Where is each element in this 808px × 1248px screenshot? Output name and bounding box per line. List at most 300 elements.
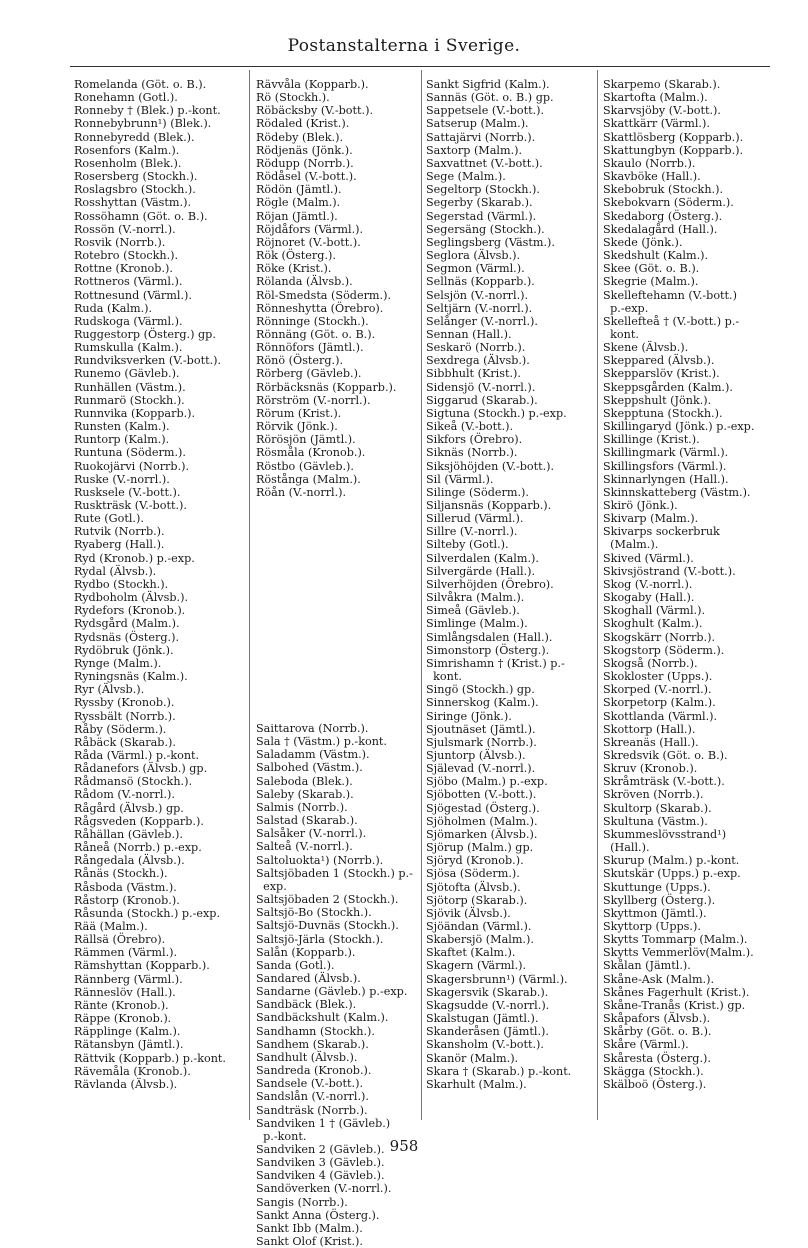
- list-item: Sandbäck (Blek.).: [256, 998, 357, 1012]
- list-item: Rosvik (Norrb.).: [74, 235, 166, 249]
- list-item: Skogså (Norrb.).: [603, 656, 698, 670]
- list-item: Simrishamn † (Krist.) p.-: [426, 656, 565, 670]
- list-item: Sjömarken (Älvsb.).: [426, 827, 538, 841]
- list-item: Skivarp (Malm.).: [603, 512, 699, 526]
- list-item: Skägga (Stockh.).: [603, 1064, 704, 1078]
- list-item: Rottne (Kronob.).: [74, 262, 173, 276]
- list-item: Råhällan (Gävleb.).: [74, 827, 183, 841]
- list-item: Skeppsgården (Kalm.).: [603, 380, 733, 394]
- list-item: Skattungbyn (Kopparb.).: [603, 143, 744, 157]
- list-item: Sjöbo (Malm.) p.-exp.: [426, 775, 548, 789]
- list-item: Runmarö (Stockh.).: [74, 393, 185, 407]
- list-item: Ryssbält (Norrb.).: [74, 709, 176, 723]
- list-item: Skåre (Värml.).: [603, 1038, 689, 1052]
- list-item: Råsboda (Västm.).: [74, 880, 177, 894]
- list-item: Rundviksverken (V.-bott.).: [74, 354, 222, 368]
- list-item: Skutskär (Upps.) p.-exp.: [603, 867, 741, 881]
- list-item: Ränneslöv (Hall.).: [74, 985, 176, 999]
- list-item: Rydöbruk (Jönk.).: [74, 643, 174, 657]
- list-item: Saittarova (Norrb.).: [256, 722, 369, 735]
- list-item: Sennan (Hall.).: [426, 327, 512, 341]
- list-item: Skepparslöv (Krist.).: [603, 367, 720, 381]
- list-item: Skyttmon (Jämtl.).: [603, 906, 707, 920]
- list-item: Ronehamn (Gotl.).: [74, 91, 178, 105]
- list-item: Rudskoga (Värml.).: [74, 314, 183, 328]
- list-item: Runemo (Gävleb.).: [74, 367, 180, 381]
- list-item: Sandviken 4 (Gävleb.).: [256, 1169, 385, 1183]
- list-item: Skalstugan (Jämtl.).: [426, 1012, 539, 1026]
- list-item: Sjöryd (Kronob.).: [426, 854, 524, 868]
- list-item: Rönnöfors (Jämtl.).: [256, 341, 364, 355]
- list-item: Rosenfors (Kalm.).: [74, 143, 180, 157]
- list-item: Runnvika (Kopparb.).: [74, 406, 196, 420]
- list-item: Skinnskatteberg (Västm.).: [603, 485, 751, 499]
- list-item: Simlinge (Malm.).: [426, 617, 528, 631]
- list-item: Rörösjön (Jämtl.).: [256, 433, 356, 447]
- list-item: Simlångsdalen (Hall.).: [426, 630, 553, 644]
- list-item: Skaftet (Kalm.).: [426, 946, 516, 960]
- column-divider: [597, 70, 598, 1120]
- list-item: Rydboholm (Älvsb.).: [74, 591, 189, 605]
- list-item: Salmis (Norrb.).: [256, 800, 348, 814]
- list-item: Sandviken 2 (Gävleb.).: [256, 1143, 385, 1156]
- list-item: Röbäcksby (V.-bott.).: [256, 104, 374, 118]
- list-item: Skultuna (Västm.).: [603, 814, 708, 828]
- list-item: Skinnarlyngen (Hall.).: [603, 472, 729, 486]
- list-item: Skagersvik (Skarab.).: [426, 985, 549, 999]
- list-item: Sankt Anna (Österg.).: [256, 1208, 380, 1222]
- list-item: Röstånga (Malm.).: [256, 472, 361, 486]
- list-item: Skuttunge (Upps.).: [603, 880, 711, 894]
- list-item: Skeppshult (Jönk.).: [603, 393, 712, 407]
- list-item: Rörum (Krist.).: [256, 406, 342, 420]
- list-item: Skårby (Göt. o. B.).: [603, 1025, 712, 1039]
- list-item: Råby (Söderm.).: [74, 722, 167, 736]
- header-rule: [70, 66, 770, 67]
- list-item: Seskarö (Norrb.).: [426, 341, 526, 355]
- list-item: Råneå (Norrb.) p.-exp.: [74, 841, 202, 855]
- list-item: Rödåsel (V.-bott.).: [256, 170, 357, 184]
- list-item: Rånäs (Stockh.).: [74, 867, 168, 881]
- list-item: Rottneros (Värml.).: [74, 275, 183, 289]
- list-item: Skyllberg (Österg.).: [603, 893, 716, 907]
- list-item: Segmon (Värml.).: [426, 262, 525, 276]
- list-item: Rättvik (Kopparb.) p.-kont.: [74, 1051, 226, 1065]
- list-item: Råstorp (Kronob.).: [74, 893, 180, 907]
- list-item: Skarpemo (Skarab.).: [603, 78, 721, 91]
- list-item: Silverhöjden (Örebro).: [426, 577, 554, 591]
- list-item: kont.: [603, 327, 639, 341]
- list-item: Sannäs (Göt. o. B.) gp.: [426, 91, 554, 105]
- list-item: Saltsjö-Järla (Stockh.).: [256, 932, 384, 946]
- list-item: Skansholm (V.-bott.).: [426, 1038, 544, 1052]
- list-item: Skummeslövsstrand¹): [603, 827, 727, 841]
- list-item: kont.: [426, 670, 462, 684]
- list-item: p.-exp.: [603, 301, 649, 315]
- list-item: Röstbo (Gävleb.).: [256, 459, 354, 473]
- list-item: Sandträsk (Norrb.).: [256, 1103, 368, 1117]
- list-item: Rö (Stockh.).: [256, 91, 330, 105]
- list-item: Sjötorp (Skarab.).: [426, 893, 528, 907]
- list-item: Sege (Malm.).: [426, 170, 506, 184]
- list-item: Skröven (Norrb.).: [603, 788, 704, 802]
- list-item: Råsunda (Stockh.) p.-exp.: [74, 906, 221, 920]
- list-item: Skillingaryd (Jönk.) p.-exp.: [603, 420, 755, 434]
- list-item: Sjuntorp (Älvsb.).: [426, 748, 526, 762]
- list-item: Rydal (Älvsb.).: [74, 564, 157, 578]
- list-item: Rök (Österg.).: [256, 249, 336, 263]
- list-item: Saltsjö-Duvnäs (Stockh.).: [256, 919, 399, 933]
- list-item: Rörström (V.-norrl.).: [256, 393, 371, 407]
- list-item: Ryssby (Kronob.).: [74, 696, 175, 710]
- list-item: Skålan (Jämtl.).: [603, 959, 691, 973]
- list-item: Skruv (Kronob.).: [603, 762, 698, 776]
- list-item: Skånes Fagerhult (Krist.).: [603, 985, 750, 999]
- list-item: Ryd (Kronob.) p.-exp.: [74, 551, 195, 565]
- list-item: Rävemåla (Kronob.).: [74, 1064, 191, 1078]
- list-item: Rotebro (Stockh.).: [74, 249, 179, 263]
- list-item: Skaulo (Norrb.).: [603, 156, 696, 170]
- list-item: Sandreda (Kronob.).: [256, 1064, 372, 1078]
- list-item: Sjövik (Älvsb.).: [426, 906, 511, 920]
- list-item: Skogaby (Hall.).: [603, 591, 695, 605]
- list-item: Skreanäs (Hall.).: [603, 735, 699, 749]
- list-item: Rusksele (V.-bott.).: [74, 485, 181, 499]
- list-item: Sikfors (Örebro).: [426, 433, 523, 447]
- list-item: Rosshyttan (Västm.).: [74, 196, 191, 210]
- list-item: Sanda (Gotl.).: [256, 958, 335, 972]
- list-item: Sidensjö (V.-norrl.).: [426, 380, 536, 394]
- list-item: Ruggestorp (Österg.) gp.: [74, 327, 216, 341]
- list-item: Sappetsele (V.-bott.).: [426, 104, 545, 118]
- list-item: Skanör (Malm.).: [426, 1051, 519, 1065]
- list-item: Sjöbotten (V.-bott.).: [426, 788, 537, 802]
- list-item: Ryaberg (Hall.).: [74, 538, 165, 552]
- list-item: Runsten (Kalm.).: [74, 420, 170, 434]
- list-item: Sattajärvi (Norrb.).: [426, 130, 536, 144]
- list-item: Sellnäs (Kopparb.).: [426, 275, 535, 289]
- list-item: Rutvik (Norrb.).: [74, 525, 165, 539]
- list-item: Skogstorp (Söderm.).: [603, 643, 725, 657]
- list-item: Silvåkra (Malm.).: [426, 591, 525, 605]
- list-item: Rydsgård (Malm.).: [74, 617, 180, 631]
- list-item: Skattlösberg (Kopparb.).: [603, 130, 744, 144]
- list-item: Saleboda (Blek.).: [256, 774, 353, 788]
- list-item: Segerstad (Värml.).: [426, 209, 537, 223]
- list-item: Salteå (V.-norrl.).: [256, 840, 353, 854]
- list-item: Rätansbyn (Jämtl.).: [74, 1038, 184, 1052]
- list-item: Skivsjöstrand (V.-bott.).: [603, 564, 736, 578]
- list-item: Ronnebybrunn¹) (Blek.).: [74, 117, 212, 131]
- list-item: Roslagsbro (Stockh.).: [74, 183, 196, 197]
- list-item: Sankt Sigfrid (Kalm.).: [426, 78, 550, 91]
- list-item: Runtuna (Söderm.).: [74, 446, 186, 460]
- list-item: Seglingsberg (Västm.).: [426, 235, 555, 249]
- list-item: Sjöholmen (Malm.).: [426, 814, 538, 828]
- list-item: Segerby (Skarab.).: [426, 196, 533, 210]
- list-item: Skene (Älvsb.).: [603, 341, 689, 355]
- list-item: Sandhult (Älvsb.).: [256, 1050, 358, 1064]
- list-item: Rönneshytta (Örebro).: [256, 301, 384, 315]
- list-item: Skivarps sockerbruk: [603, 525, 720, 539]
- list-item: Sandslån (V.-norrl.).: [256, 1090, 369, 1104]
- list-item: Själevad (V.-norrl.).: [426, 762, 536, 776]
- list-item: Romelanda (Göt. o. B.).: [74, 78, 207, 91]
- list-item: Skelleftehamn (V.-bott.): [603, 288, 737, 302]
- list-item: Sigtuna (Stockh.) p.-exp.: [426, 406, 567, 420]
- list-item: Skorped (V.-norrl.).: [603, 683, 712, 697]
- list-item: Rämshyttan (Kopparb.).: [74, 959, 210, 973]
- list-item: Röl-Smedsta (Söderm.).: [256, 288, 392, 302]
- list-item: Skillingsfors (Värml.).: [603, 459, 727, 473]
- list-item: Skedshult (Kalm.).: [603, 249, 709, 263]
- list-item: Skåresta (Österg.).: [603, 1051, 711, 1065]
- list-item: Rällsä (Örebro).: [74, 933, 166, 947]
- list-item: Skillingmark (Värml.).: [603, 446, 729, 460]
- list-item: Skoghall (Värml.).: [603, 604, 706, 618]
- list-item: Rosersberg (Stockh.).: [74, 170, 198, 184]
- list-item: Skellefteå † (V.-bott.) p.-: [603, 314, 740, 328]
- list-item: Skabersjö (Malm.).: [426, 933, 534, 947]
- list-item: Skyttorp (Upps.).: [603, 920, 701, 933]
- list-item: Skedaborg (Österg.).: [603, 209, 723, 223]
- list-item: Sangis (Norrb.).: [256, 1195, 348, 1209]
- list-item: Seltjärn (V.-norrl.).: [426, 301, 533, 315]
- list-item: Rölanda (Älvsb.).: [256, 275, 353, 289]
- list-item: Sankt Ibb (Malm.).: [256, 1221, 363, 1235]
- list-item: Skepptuna (Stockh.).: [603, 406, 723, 420]
- list-item: Skeppared (Älvsb.).: [603, 354, 715, 368]
- list-item: Skälboö (Österg.).: [603, 1077, 707, 1091]
- column-divider: [249, 70, 250, 1120]
- list-item: Ronneby † (Blek.) p.-kont.: [74, 104, 221, 118]
- column-1: [74, 78, 246, 1118]
- list-item: Skoghult (Kalm.).: [603, 617, 703, 631]
- list-item: Sandviken 3 (Gävleb.).: [256, 1156, 385, 1170]
- list-item: Siggarud (Skarab.).: [426, 393, 538, 407]
- list-item: Råbäck (Skarab.).: [74, 735, 176, 749]
- list-item: Skirö (Jönk.).: [603, 499, 678, 512]
- list-item: Siljansnäs (Kopparb.).: [426, 499, 552, 512]
- list-item: Seglora (Älvsb.).: [426, 249, 521, 263]
- list-item: Saltoluokta¹) (Norrb.).: [256, 853, 384, 867]
- list-item: Skåne-Tranås (Krist.) gp.: [603, 998, 746, 1012]
- list-item: Skedalagård (Hall.).: [603, 222, 718, 236]
- list-item: Rörvik (Jönk.).: [256, 420, 338, 434]
- list-item: Röjan (Jämtl.).: [256, 209, 338, 223]
- list-item: Skagsudde (V.-norrl.).: [426, 998, 550, 1012]
- list-item: Skagern (Värml.).: [426, 959, 527, 973]
- list-item: Skorpetorp (Kalm.).: [603, 696, 716, 710]
- list-item: Rådom (V.-norrl.).: [74, 788, 175, 802]
- list-item: Skåne-Ask (Malm.).: [603, 972, 715, 986]
- list-item: Selånger (V.-norrl.).: [426, 314, 538, 328]
- list-item: Skokloster (Upps.).: [603, 670, 713, 684]
- list-item: Sjösa (Söderm.).: [426, 867, 520, 881]
- list-item: Salstad (Skarab.).: [256, 814, 358, 828]
- list-item: Sjötofta (Älvsb.).: [426, 880, 521, 894]
- list-item: Rösmåla (Kronob.).: [256, 446, 366, 460]
- list-item: Ruske (V.-norrl.).: [74, 472, 170, 486]
- list-item: Ruda (Kalm.).: [74, 301, 153, 315]
- list-item: Segersäng (Stockh.).: [426, 222, 545, 236]
- list-item: Saltsjöbaden 1 (Stockh.) p.-: [256, 866, 413, 880]
- list-item: Rörbäcksnäs (Kopparb.).: [256, 380, 397, 394]
- list-item: Skegrie (Malm.).: [603, 275, 699, 289]
- list-item: Rådanefors (Älvsb.) gp.: [74, 762, 208, 776]
- list-item: Saleby (Skarab.).: [256, 787, 354, 801]
- list-item: Rämmen (Värml.).: [74, 946, 178, 960]
- list-item: Skillinge (Krist.).: [603, 433, 700, 447]
- list-item: Röjnoret (V.-bott.).: [256, 235, 361, 249]
- list-item: Skytts Tommarp (Malm.).: [603, 933, 748, 947]
- list-item: Rödjenäs (Jönk.).: [256, 143, 353, 157]
- list-item: Sil (Värml.).: [426, 472, 494, 486]
- list-item: Ruskträsk (V.-bott.).: [74, 499, 187, 512]
- list-item: Rönö (Österg.).: [256, 354, 344, 368]
- list-item: Sandhem (Skarab.).: [256, 1037, 369, 1051]
- list-item: Satserup (Malm.).: [426, 117, 529, 131]
- list-item: Skogskärr (Norrb.).: [603, 630, 716, 644]
- list-item: Sjöändan (Värml.).: [426, 920, 532, 933]
- list-item: Skee (Göt. o. B.).: [603, 262, 700, 276]
- list-item: Salbohed (Västm.).: [256, 761, 363, 775]
- list-item: Silinge (Söderm.).: [426, 485, 529, 499]
- list-item: Sjoutnäset (Jämtl.).: [426, 722, 536, 736]
- list-item: Siknäs (Norrb.).: [426, 446, 518, 460]
- list-item: Rosenholm (Blek.).: [74, 156, 182, 170]
- list-item: Rää (Malm.).: [74, 920, 148, 933]
- list-item: Räpplinge (Kalm.).: [74, 1025, 181, 1039]
- list-item: Rödaled (Krist.).: [256, 117, 350, 131]
- list-item: Rossön (V.-norrl.).: [74, 222, 176, 236]
- list-item: Rydefors (Kronob.).: [74, 604, 186, 618]
- list-item: Sjögestad (Österg.).: [426, 801, 540, 815]
- list-item: Röån (V.-norrl.).: [256, 485, 347, 499]
- list-item: Runtorp (Kalm.).: [74, 433, 170, 447]
- list-item: Saladamm (Västm.).: [256, 748, 370, 762]
- list-item: Skebobruk (Stockh.).: [603, 183, 723, 197]
- list-item: Saltsjöbaden 2 (Stockh.).: [256, 893, 399, 907]
- list-item: Singö (Stockh.) gp.: [426, 683, 535, 697]
- list-item: Skartofta (Malm.).: [603, 91, 708, 105]
- list-item: Skarhult (Malm.).: [426, 1077, 527, 1091]
- list-item: Sibbhult (Krist.).: [426, 367, 521, 381]
- list-item: (Malm.).: [603, 538, 659, 552]
- list-item: Sillerud (Värml.).: [426, 512, 524, 526]
- page-number: 958: [389, 1137, 419, 1155]
- list-item: Sexdrega (Älvsb.).: [426, 354, 530, 368]
- list-item: Rödön (Jämtl.).: [256, 183, 342, 197]
- list-item: Sandared (Älvsb.).: [256, 971, 361, 985]
- list-item: Skede (Jönk.).: [603, 235, 683, 249]
- list-item: Skultorp (Skarab.).: [603, 801, 712, 815]
- list-item: Rågsveden (Kopparb.).: [74, 814, 204, 828]
- list-item: Ronnebyredd (Blek.).: [74, 130, 195, 144]
- column-3: [426, 78, 596, 1118]
- list-item: Silverdalen (Kalm.).: [426, 551, 539, 565]
- list-item: Sandöverken (V.-norrl.).: [256, 1182, 392, 1196]
- list-item: Silteby (Gotl.).: [426, 538, 509, 552]
- list-item: Runhällen (Västm.).: [74, 380, 186, 394]
- list-item: Sandhamn (Stockh.).: [256, 1024, 375, 1038]
- list-item: Rögle (Malm.).: [256, 196, 341, 210]
- list-item: Segeltorp (Stockh.).: [426, 183, 540, 197]
- list-item: Rännberg (Värml.).: [74, 972, 183, 986]
- list-item: Sandbäckshult (Kalm.).: [256, 1011, 389, 1025]
- list-item: Simonstorp (Österg.).: [426, 643, 550, 657]
- list-item: Sikeå (V.-bott.).: [426, 420, 514, 434]
- list-item: Saxtorp (Malm.).: [426, 143, 523, 157]
- list-item: Sinnerskog (Kalm.).: [426, 696, 539, 710]
- list-item: Rydbo (Stockh.).: [74, 577, 169, 591]
- list-item: Silvergärde (Hall.).: [426, 564, 536, 578]
- list-item: Räppe (Kronob.).: [74, 1012, 172, 1026]
- list-item: Skived (Värml.).: [603, 551, 694, 565]
- list-item: Sandsele (V.-bott.).: [256, 1077, 364, 1091]
- list-item: Skarvsjöby (V.-bott.).: [603, 104, 721, 118]
- list-item: Rödeby (Blek.).: [256, 130, 344, 144]
- list-item: Ruokojärvi (Norrb.).: [74, 459, 190, 473]
- list-item: Ränte (Kronob.).: [74, 998, 169, 1012]
- list-item: Sala † (Västm.) p.-kont.: [256, 735, 387, 749]
- list-item: Rådmansö (Stockh.).: [74, 775, 193, 789]
- list-item: Salån (Kopparb.).: [256, 945, 356, 959]
- list-item: Skottorp (Hall.).: [603, 722, 696, 736]
- list-item: Skanderåsen (Jämtl.).: [426, 1025, 549, 1039]
- list-item: Skebokvarn (Söderm.).: [603, 196, 734, 210]
- list-item: Rörberg (Gävleb.).: [256, 367, 362, 381]
- list-item: Skara † (Skarab.) p.-kont.: [426, 1064, 572, 1078]
- list-item: Rydsnäs (Österg.).: [74, 630, 180, 644]
- list-item: Ryningsnäs (Kalm.).: [74, 670, 188, 684]
- list-item: Skavböke (Hall.).: [603, 170, 701, 184]
- list-item: Rävvåla (Kopparb.).: [256, 78, 369, 91]
- list-item: Råda (Värml.) p.-kont.: [74, 748, 200, 762]
- list-item: Rynge (Malm.).: [74, 656, 162, 670]
- list-item: Rävlanda (Älvsb.).: [74, 1077, 178, 1091]
- list-item: Salsåker (V.-norrl.).: [256, 827, 367, 841]
- list-item: Ryr (Älvsb.).: [74, 683, 145, 697]
- list-item: Selsjön (V.-norrl.).: [426, 288, 529, 302]
- list-item: Rottnesund (Värml.).: [74, 288, 192, 302]
- list-item: Skottlanda (Värml.).: [603, 709, 718, 723]
- list-item: Rute (Gotl.).: [74, 512, 144, 526]
- list-item: Skredsvik (Göt. o. B.).: [603, 748, 728, 762]
- list-item: Skattkärr (Värml.).: [603, 117, 710, 131]
- list-item: Skog (V.-norrl.).: [603, 577, 693, 591]
- list-item: Sandarne (Gävleb.) p.-exp.: [256, 985, 408, 999]
- list-item: Siksjöhöjden (V.-bott.).: [426, 459, 555, 473]
- page-title: Postanstalterna i Sverige.: [287, 36, 521, 56]
- blank-space: [256, 499, 422, 722]
- list-item: Rönninge (Stockh.).: [256, 314, 369, 328]
- list-item: Sillre (V.-norrl.).: [426, 525, 518, 539]
- list-item: Röjdåfors (Värml.).: [256, 222, 364, 236]
- list-item: (Hall.).: [603, 841, 650, 855]
- column-4: [603, 78, 793, 1118]
- list-item: Skytts Vemmerlöv(Malm.).: [603, 946, 754, 960]
- list-item: Sankt Olof (Krist.).: [256, 1235, 363, 1248]
- list-item: Saxvattnet (V.-bott.).: [426, 156, 543, 170]
- list-item: p.-kont.: [256, 1129, 307, 1143]
- list-item: Simeå (Gävleb.).: [426, 604, 520, 618]
- list-item: Rångedala (Älvsb.).: [74, 854, 185, 868]
- list-item: Skurup (Malm.) p.-kont.: [603, 854, 740, 868]
- list-item: Rödupp (Norrb.).: [256, 156, 354, 170]
- list-item: Sjörup (Malm.) gp.: [426, 841, 534, 855]
- list-item: Skåpafors (Älvsb.).: [603, 1012, 711, 1026]
